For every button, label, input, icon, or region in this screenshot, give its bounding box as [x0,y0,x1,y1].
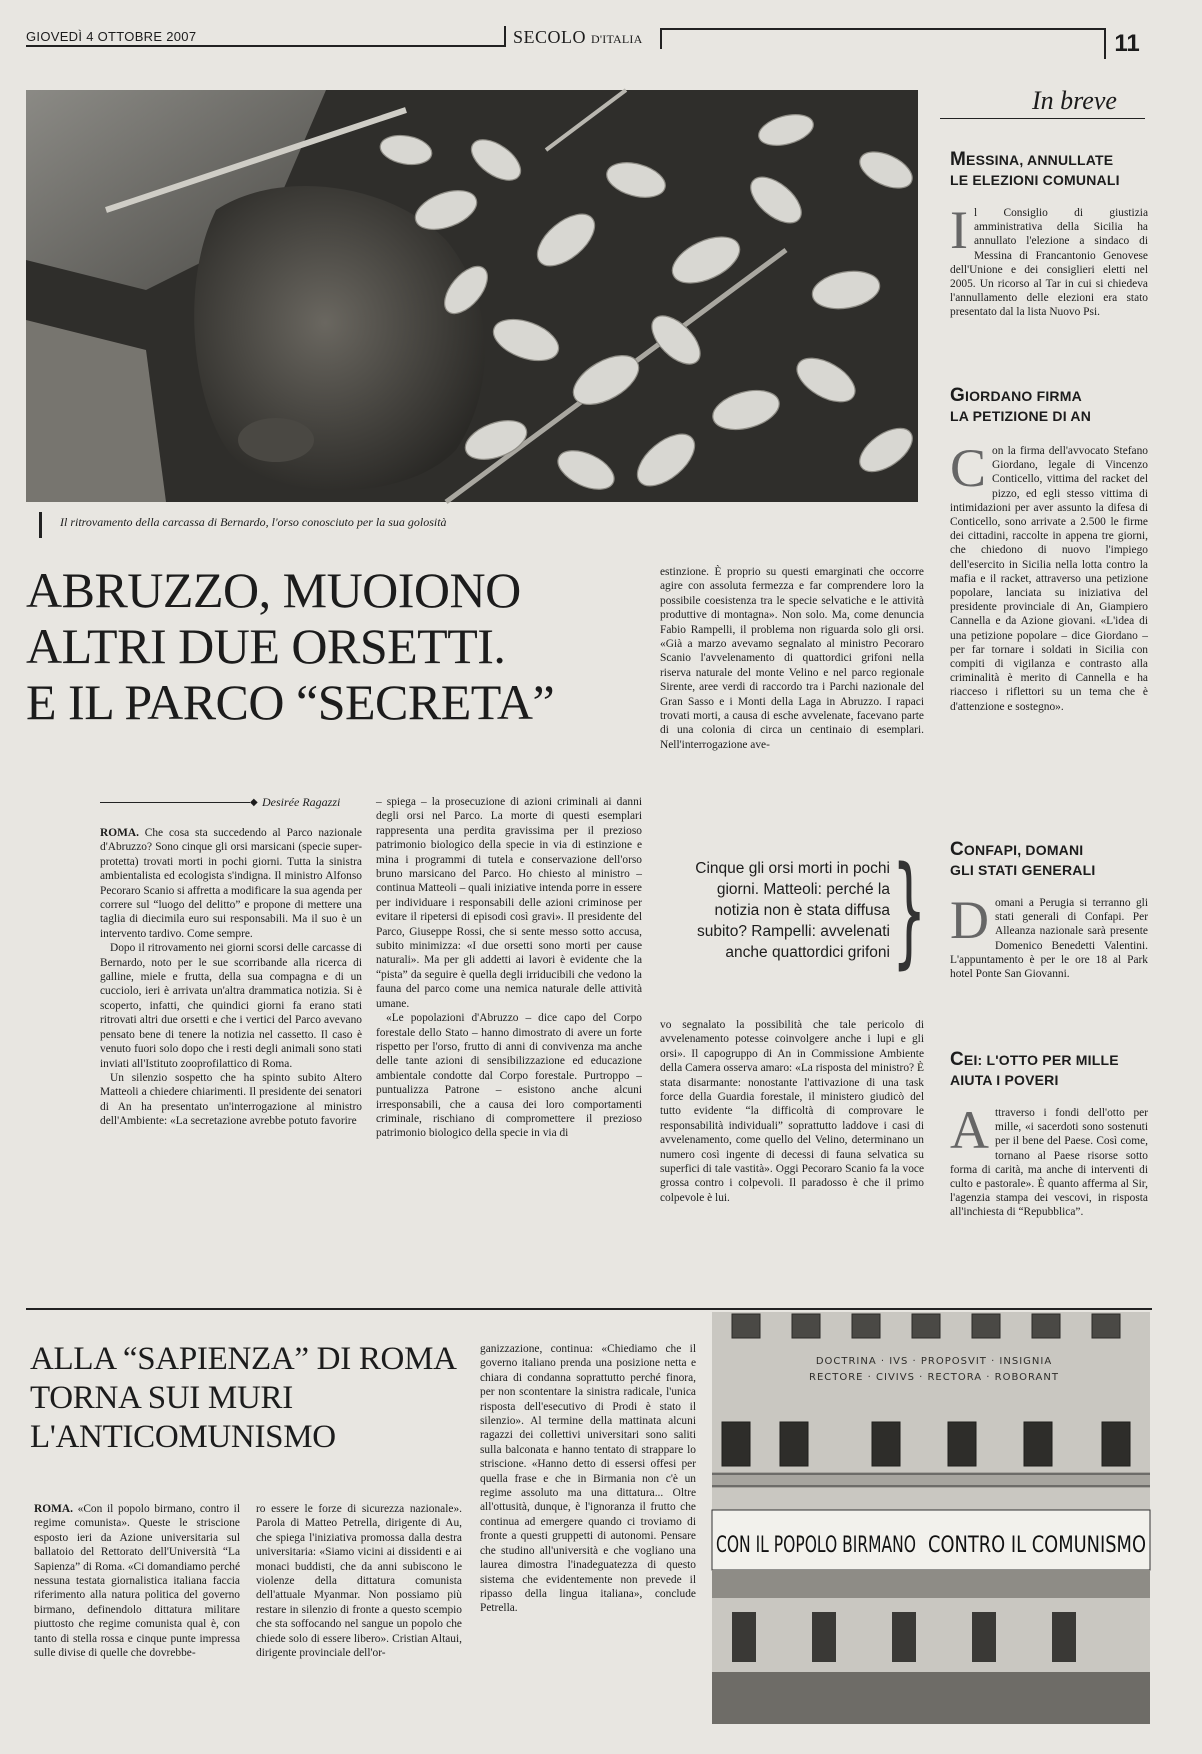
dateline: ROMA. [100,827,139,839]
brief-text: ttraverso i fondi dell'otto per mille, «i sacerdoti sono sostenuti per il bene del Paese. Così come, tornano al Paese risorse sotto forma di carità, ma anche di interventi di culto e pastorale». È quanto afferma al Sir, l'agenzia stampa dei vescovi, in risposta all'inchiesta di “Repubblica”. [950,1107,1148,1219]
page-number: 11 [1114,30,1140,57]
title-cap: G [950,385,965,406]
brief-body [950,438,1148,714]
newspaper-name [513,27,642,48]
diamond-icon: ◆ [250,797,258,808]
masthead-rule [26,45,504,47]
drop-cap: I [950,200,968,260]
issue-date: GIOVEDÌ 4 OTTOBRE 2007 [26,29,197,44]
article-paragraph: Dopo il ritrovamento nei giorni scorsi delle carcasse di Bernardo, noto per le sue scorribande alla ricerca di galline, miele e frutta, della sua compagna e di un cucciolo, ieri è arrivata un'altra drammatica notizia. Si è scoperto, infatti, che quindici giorni fa erano stati ritrovati altri due orsetti e che i vertici del Parco avevano pensato bene di tenere la notizia nel cassetto. Il caso è venuto fuori solo dopo che i resti degli animali sono stati inviati all'Istituto zooprofilattico di Roma. [100,942,362,1070]
bottom-column-3 [480,1342,696,1616]
title-rest: IORDANO FIRMA [964,388,1082,404]
article-column-2 [376,795,642,1141]
article-paragraph: – spiega – la prosecuzione di azioni criminali ai danni degli orsi nel Parco. La morte di questi esemplari rappresenta una perdita gravissima per il prezioso patrimonio biologico della specie in via di estinzione e mina i programmi di tutela e conservazione dell'orso bruno marsicano del Parco. Ho chiesto al ministro – continua Matteoli – quali iniziative intenda porre in essere per individuare i responsabili delle azioni criminose per evitare il ripetersi di episodi così gravi». Il presidente del Parco, Giuseppe Rossi, che si sente messo sotto accusa, subito minimizza: «I due orsetti sono morti per cause naturali». Ma per gli addetti ai lavori è evidente che la “pista” da seguire è quella degli irriducibili che vedono la fauna del parco come una nemica naturale delle attività umane. [376,796,642,1010]
headline-line: TORNA SUI MURI [30,1380,293,1416]
masthead-rule [660,28,662,49]
title-line2: LA PETIZIONE DI AN [950,408,1092,424]
banner-text-left: CON IL POPOLO BIRMANO [716,1533,916,1558]
title-rest: ESSINA, ANNULLATE [966,152,1114,168]
in-breve-label: In breve [1032,86,1117,115]
headline-line: L'ANTICOMUNISMO [30,1419,336,1455]
article-paragraph: ganizzazione, continua: «Chiediamo che il governo italiano prenda una posizione netta e chiara di condanna soprattutto perché finora, per non scontentare la sinistra radicale, l'unica risposta dell'esecutivo di Prodi è stato il silenzio». Al termine della mattinata alcuni ragazzi dei collettivi universitari sono saliti sulla balconata e hanno tentato di strappare lo striscione. «Hanno detto di essersi offesi per quella frase e che in Birmania non c'è un regime assoluto ma una dittatura... Oltre all'ottusità, dunque, è l'ignoranza il frutto che continua ad emergere quando ci troviamo di fronte a questi gruppetti di autonomi. Pensare che studino all'università e che vogliano una laurea dimostra l'inadeguatezza di questo sistema che evidentemente non prevede il ripasso della lingua italiana», conclude Petrella. [480,1343,696,1615]
headline-line: E IL PARCO “SECRETA” [26,674,555,730]
masthead-rule [662,28,1104,30]
brief-title [950,1050,1150,1090]
brief-title [950,386,1150,426]
drop-cap: C [950,438,987,498]
bottom-column-1 [34,1502,240,1660]
brace-icon: } [892,842,927,981]
title-rest: EI: L'OTTO PER MILLE [963,1052,1119,1068]
brief-text: omani a Perugia si terranno gli stati generali di Confapi. Per Alleanza nazionale sarà presente Domenico Benedetti Valentini. L'appuntamento è per le ore 18 al Park hotel Ponte San Giovanni. [950,897,1148,981]
inscription-line: DOCTRINA · IVS · PROPOSVIT · INSIGNIA [815,1356,1053,1367]
article-paragraph: estinzione. È proprio su questi emarginati che occorre agire con assoluta fermezza e far comprendere loro la possibile coesistenza tra le specie selvatiche e le attività produttive di montagna». Non solo. Ma, come denuncia Fabio Rampelli, il problema non riguarda solo gli orsi. «Già a marzo avevamo segnalato al ministro Pecoraro Scanio l'avvelenamento di quattordici grifoni nella riserva naturale del monte Velino e nel parco regionale Sirente, aree verdi di raccordo tra i Parchi nazionale del Gran Sasso e i Monti della Laga in Abruzzo. I rapaci trovati morti, a causa di esche avvelenate, facevano parte di una colonia di circa un centinaio di esemplari. Nell'interrogazione ave- [660,566,924,751]
title-cap: C [950,839,964,860]
inscription-line: RECTORE · CIVIVS · RECTORA · ROBORANT [809,1372,1059,1383]
brief-text: l Consiglio di giustizia amministrativa della Sicilia ha annullato l'elezione a sindaco di Messina di Francantonio Genovese dell'Unione e dei consiglieri eletti nel 2005. Un ricorso al Tar in cui si chiedeva l'annullamento delle elezioni era stato presentato dal la lista Nuovo Psi. [950,207,1148,319]
article-column-1 [100,826,362,1129]
caption-marker [39,512,42,538]
banner-text-right: CONTRO IL COMUNISMO [928,1533,1146,1558]
byline-rule [100,802,250,803]
bottom-headline [30,1340,470,1457]
drop-cap: D [950,890,989,950]
article-paragraph: «Le popolazioni d'Abruzzo – dice capo del Corpo forestale dello Stato – hanno dimostrato di avere un forte rispetto per l'orso, frutto di anni di convivenza ma anche delle tante azioni di sensibilizzazione ed educazione ambientale condotte dal Corpo forestale. Purtroppo – puntualizza Patrone – esistono anche alcuni irresponsabili, che a causa dei loro comportamenti criminale, rischiano di compromettere il prezioso patrimonio biologico della specie in via di [376,1012,642,1140]
brief-body [950,890,1148,981]
pull-quote: Cinque gli orsi morti in pochi giorni. Matteoli: perché la notizia non è stata diffusa subito? Rampelli: avvelenati anche quattordici grifoni [695,860,890,961]
article-paragraph: Che cosa sta succedendo al Parco nazionale d'Abruzzo? Sono cinque gli orsi marsicani (specie super-protetta) trovati morti in pochi giorni. Tutta la sinistra ambientalista ed ecologista s'indigna. Il ministro Alfonso Pecoraro Scanio si affretta a modificare la sua agenda per correre sul “luogo del delitto” e propone di mettere una taglia di diecimila euro sui responsabili. Ma il suo è un intervento tardivo. Come sempre. [100,827,362,940]
title-line2: AIUTA I POVERI [950,1072,1059,1088]
article-paragraph: «Con il popolo birmano, contro il regime comunista». Queste le striscione esposto ieri da Azione universitaria sul ballatoio del Rettorato dell'Università “La Sapienza” di Roma. «Ci domandiamo perché nessuna testata giornalistica italiana faccia riferimento alla natura politica del governo birmano, definendolo dittatura militare piuttosto che regime comunista qual è, con tanto di stella rossa e cinque punte impressa sulle divise di quelle che dovrebbe- [34,1503,240,1660]
masthead-rule [504,26,506,47]
main-headline [26,562,646,730]
byline: Desirée Ragazzi [262,795,341,809]
title-cap: C [950,1049,964,1070]
article-column-3-bottom [660,1018,924,1205]
newspaper-name-suffix: D'ITALIA [591,32,643,46]
article-column-3-top [660,565,924,752]
headline-line: ABRUZZO, MUOIONO [26,562,521,618]
brief-title [950,150,1150,190]
bear-carcass-photo [26,90,918,502]
headline-line: ALTRI DUE ORSETTI. [26,618,506,674]
brief-body [950,200,1148,320]
title-rest: ONFAPI, DOMANI [963,842,1084,858]
title-line2: LE ELEZIONI COMUNALI [950,172,1120,188]
article-paragraph: ro essere le forze di sicurezza nazionale». Parola di Matteo Petrella, dirigente di Au, che spiega l'iniziativa promossa dalla destra universitaria: «Siamo vicini ai dissidenti e ai monaci buddisti, che da anni subiscono le violenze della dittatura comunista dell'attuale Myanmar. Non possiamo più restare in silenzio di fronte a questo scempio che sta soffocando nel sangue un popolo che chiede solo di essere libero». Cristian Altaui, dirigente provinciale dell'or- [256,1503,462,1660]
brief-body [950,1100,1148,1220]
bottom-column-2 [256,1502,462,1660]
headline-line: ALLA “SAPIENZA” DI ROMA [30,1341,457,1377]
drop-cap: A [950,1100,989,1160]
title-line2: GLI STATI GENERALI [950,862,1096,878]
sidebar-rule [940,118,1145,119]
article-paragraph: vo segnalato la possibilità che tale pericolo di avvelenamento potesse coinvolgere anche i lupi e gli orsi». Il capogruppo di An in Commissione Ambiente della Camera osserva amaro: «La risposta del ministro? È stata disarmante: nonostante l'attivazione di una task force della Guardia forestale, il ministero giudicò del tutto evidente “la difficoltà di comprovare le responsabilità individuali” soprattutto laddove i casi di avvelenamento, come quello del Velino, determinano un numero così ingente di decessi di fauna selvatica su superfici di tale vastità». Oggi Pecoraro Scanio fa la voce grossa contro i colpevoli. Il paradosso è che il primo colpevole è lui. [660,1019,924,1204]
article-paragraph: Un silenzio sospetto che ha spinto subito Altero Matteoli a chiedere chiarimenti. Il presidente dei senatori di An ha presentato un'interrogazione al ministro dell'Ambiente: «La secretazione avrebbe potuto favorire [100,1071,362,1128]
brief-text: on la firma dell'avvocato Stefano Giordano, legale di Vincenzo Conticello, vittima del racket del pizzo, ed egli stesso vittima di intimidazioni per aver assunto la difesa di Conticello, sono arrivate a 2.500 le firme dei cittadini, raccolte in appena tre giorni, che chiedono di nuovo l'impiego dell'esercito in Sicilia nella lotta contro la mafia e il racket, attraverso una petizione popolare, lanciata su iniziativa del presidente provinciale di An, Giampiero Cannella e da Azione giovani. «L'idea di una petizione popolare – dice Giordano – per far tornare i soldati in Sicilia con compiti di vigilanza e contrasto alla criminalità è merito di Cannella e ha riacceso i riflettori su un tema che è d'attenzione e sostegno». [950,445,1148,713]
photo-caption: Il ritrovamento della carcassa di Bernardo, l'orso conosciuto per la sua golosità [60,515,447,529]
title-cap: M [950,149,967,170]
section-divider [26,1308,1152,1310]
masthead-rule [1104,28,1106,59]
sapienza-banner-photo [712,1312,1150,1724]
newspaper-name-main: SECOLO [513,27,587,47]
brief-title [950,840,1150,880]
dateline: ROMA. [34,1503,73,1515]
